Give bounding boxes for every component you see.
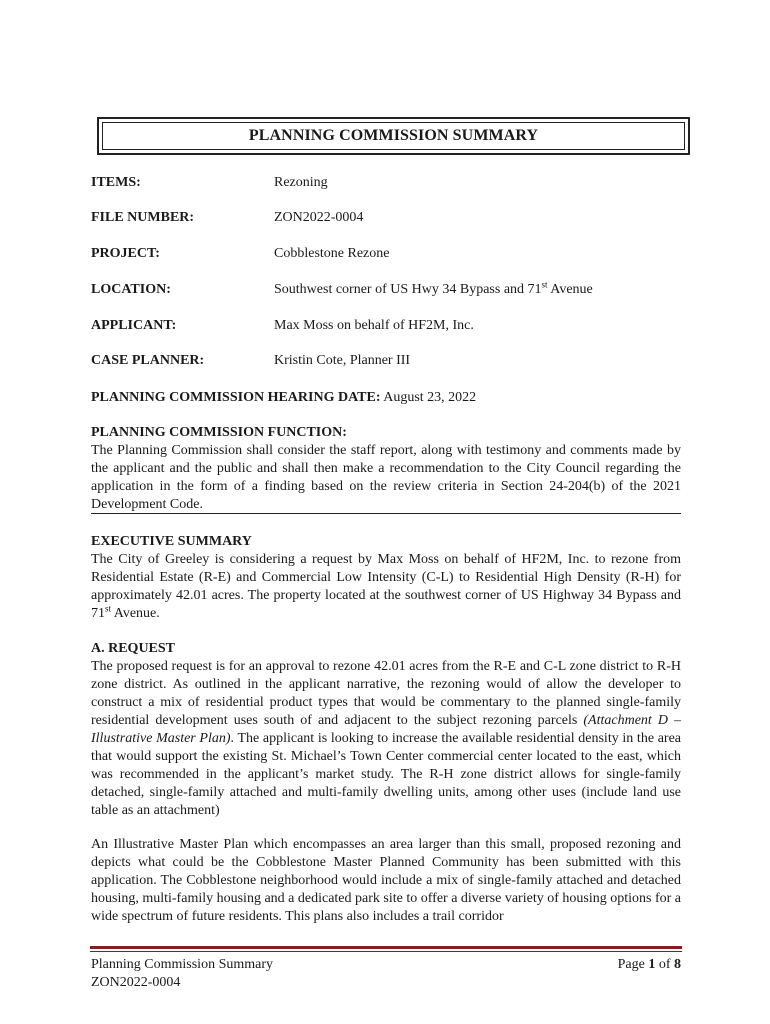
field-label: FILE NUMBER: — [91, 210, 195, 225]
section-divider — [91, 513, 681, 514]
footer-rule — [90, 946, 682, 949]
section-heading: PLANNING COMMISSION FUNCTION: — [91, 425, 347, 440]
footer-rule-thin — [90, 951, 682, 952]
section-text: The Planning Commission shall consider the staff report, along with testimony and comments made by the applicant and the public and shall then make a recommendation to the City Council regarding the application in the form of a finding based on the review criteria in Section 24-204(b) of the 2021 Development Code. — [91, 443, 681, 512]
field-label: CASE PLANNER: — [91, 353, 205, 368]
footer-title: Planning Commission Summary — [91, 957, 274, 972]
hearing-date: PLANNING COMMISSION HEARING DATE: August 23, 2022 — [91, 390, 477, 405]
field-value: Max Moss on behalf of HF2M, Inc. — [274, 318, 474, 333]
request-section — [91, 640, 681, 820]
page-number: Page 1 of 8 — [617, 957, 681, 972]
function-section — [91, 424, 681, 514]
section-heading: A. REQUEST — [91, 641, 176, 656]
title-box — [97, 117, 690, 155]
section-text: The City of Greeley is considering a request by Max Moss on behalf of HF2M, Inc. to rezone from Residential Estate (R-E) and Commercial Low Intensity (C-L) to Residential High Density (R-H) for approximately 42.01 acres. The property located at the southwest corner of US Highway 34 Bypass and 71st Avenue. — [91, 552, 681, 621]
section-text: The proposed request is for an approval to rezone 42.01 acres from the R-E and C-L zone district to R-H zone district. As outlined in the applicant narrative, the rezoning would of allow the developer to construct a mix of residential product types that would be commentary to the planned single-family residential development uses south of and adjacent to the subject rezoning parcels (Attachment D – Illustrative Master Plan). The applicant is looking to increase the available residential density in the area that would support the existing St. Michael’s Town Center commercial center located to the east, which was recommended in the applicant’s market study. The R-H zone district allows for single-family detached, single-family attached and multi-family dwelling units, among other uses (include land use table as an attachment) — [91, 659, 681, 818]
page-footer — [91, 956, 681, 992]
section-text: An Illustrative Master Plan which encompasses an area larger than this small, proposed rezoning and depicts what could be the Cobblestone Master Planned Community has been submitted with this application. The Cobblestone neighborhood would include a mix of single-family attached and detached housing, multi-family housing and a dedicated park site to offer a diverse variety of housing options for a wide spectrum of future residents. This plans also includes a trail corridor — [91, 837, 681, 924]
field-label: APPLICANT: — [91, 318, 177, 333]
field-label: PROJECT: — [91, 246, 160, 261]
field-value: Southwest corner of US Hwy 34 Bypass and 71st Avenue — [274, 279, 593, 297]
executive-summary — [91, 533, 681, 623]
field-value: Rezoning — [274, 175, 328, 190]
field-label: LOCATION: — [91, 282, 171, 297]
section-heading: EXECUTIVE SUMMARY — [91, 534, 252, 549]
footer-file-number: ZON2022-0004 — [91, 975, 181, 990]
master-plan-paragraph — [91, 836, 681, 926]
field-value: Kristin Cote, Planner III — [274, 353, 411, 368]
field-value: ZON2022-0004 — [274, 210, 364, 225]
field-label: ITEMS: — [91, 175, 141, 190]
field-value: Cobblestone Rezone — [274, 246, 390, 261]
document-title: PLANNING COMMISSION SUMMARY — [102, 122, 685, 150]
